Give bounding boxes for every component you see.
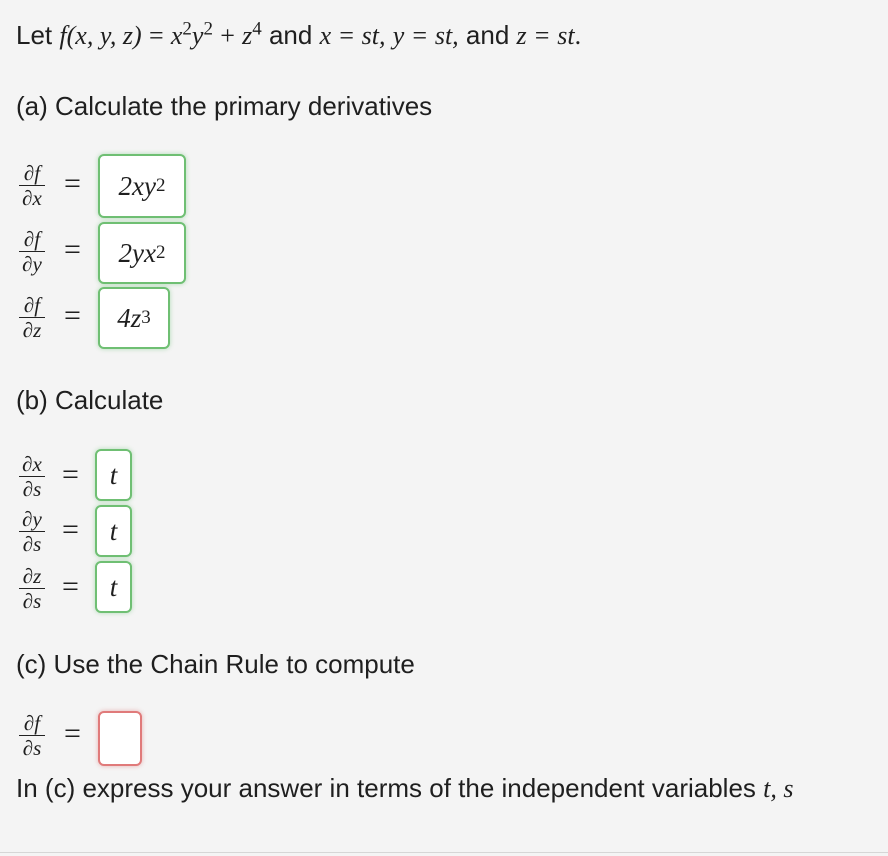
equals-sign: = (64, 167, 81, 200)
partial-f-x-fraction: ∂f ∂x (18, 162, 46, 209)
partial-y-s-fraction: ∂y ∂s (18, 508, 46, 555)
part-c-heading: (c) Use the Chain Rule to compute (16, 649, 415, 679)
partial-z-s-fraction: ∂z ∂s (18, 565, 46, 612)
answer-dx-ds-input[interactable]: t (95, 449, 132, 501)
answer-df-dx-input[interactable]: 2xy 2 (98, 154, 186, 218)
equals-sign: = (64, 299, 81, 332)
equals-sign: = (64, 717, 81, 750)
answer-df-dy-input[interactable]: 2yx 2 (98, 222, 186, 284)
part-a-heading: (a) Calculate the primary derivatives (16, 91, 433, 121)
equals-sign: = (62, 458, 79, 491)
partial-f-z-fraction: ∂f ∂z (18, 294, 46, 341)
problem-statement: Let f(x, y, $z) = x^2y^2 + z^4$ and x = st, y = st, and z = st. (16, 18, 582, 50)
partial-f-s-fraction: ∂f ∂s (18, 712, 46, 759)
partial-f-y-fraction: ∂f ∂y (18, 228, 46, 275)
bottom-divider (0, 852, 888, 853)
equals-sign: = (62, 513, 79, 546)
answer-df-ds-input[interactable] (98, 711, 142, 766)
instruction-note: In (c) express your answer in terms of the independent variables t, s (16, 773, 794, 803)
answer-dy-ds-input[interactable]: t (95, 505, 132, 557)
answer-df-dz-input[interactable]: 4z 3 (98, 287, 170, 349)
equals-sign: = (62, 570, 79, 603)
part-b-heading: (b) Calculate (16, 385, 164, 415)
partial-x-s-fraction: ∂x ∂s (18, 453, 46, 500)
function-args: (x, y, z) (66, 21, 142, 50)
answer-dz-ds-input[interactable]: t (95, 561, 132, 613)
independent-variables: t, s (763, 774, 794, 803)
equals-sign: = (64, 233, 81, 266)
